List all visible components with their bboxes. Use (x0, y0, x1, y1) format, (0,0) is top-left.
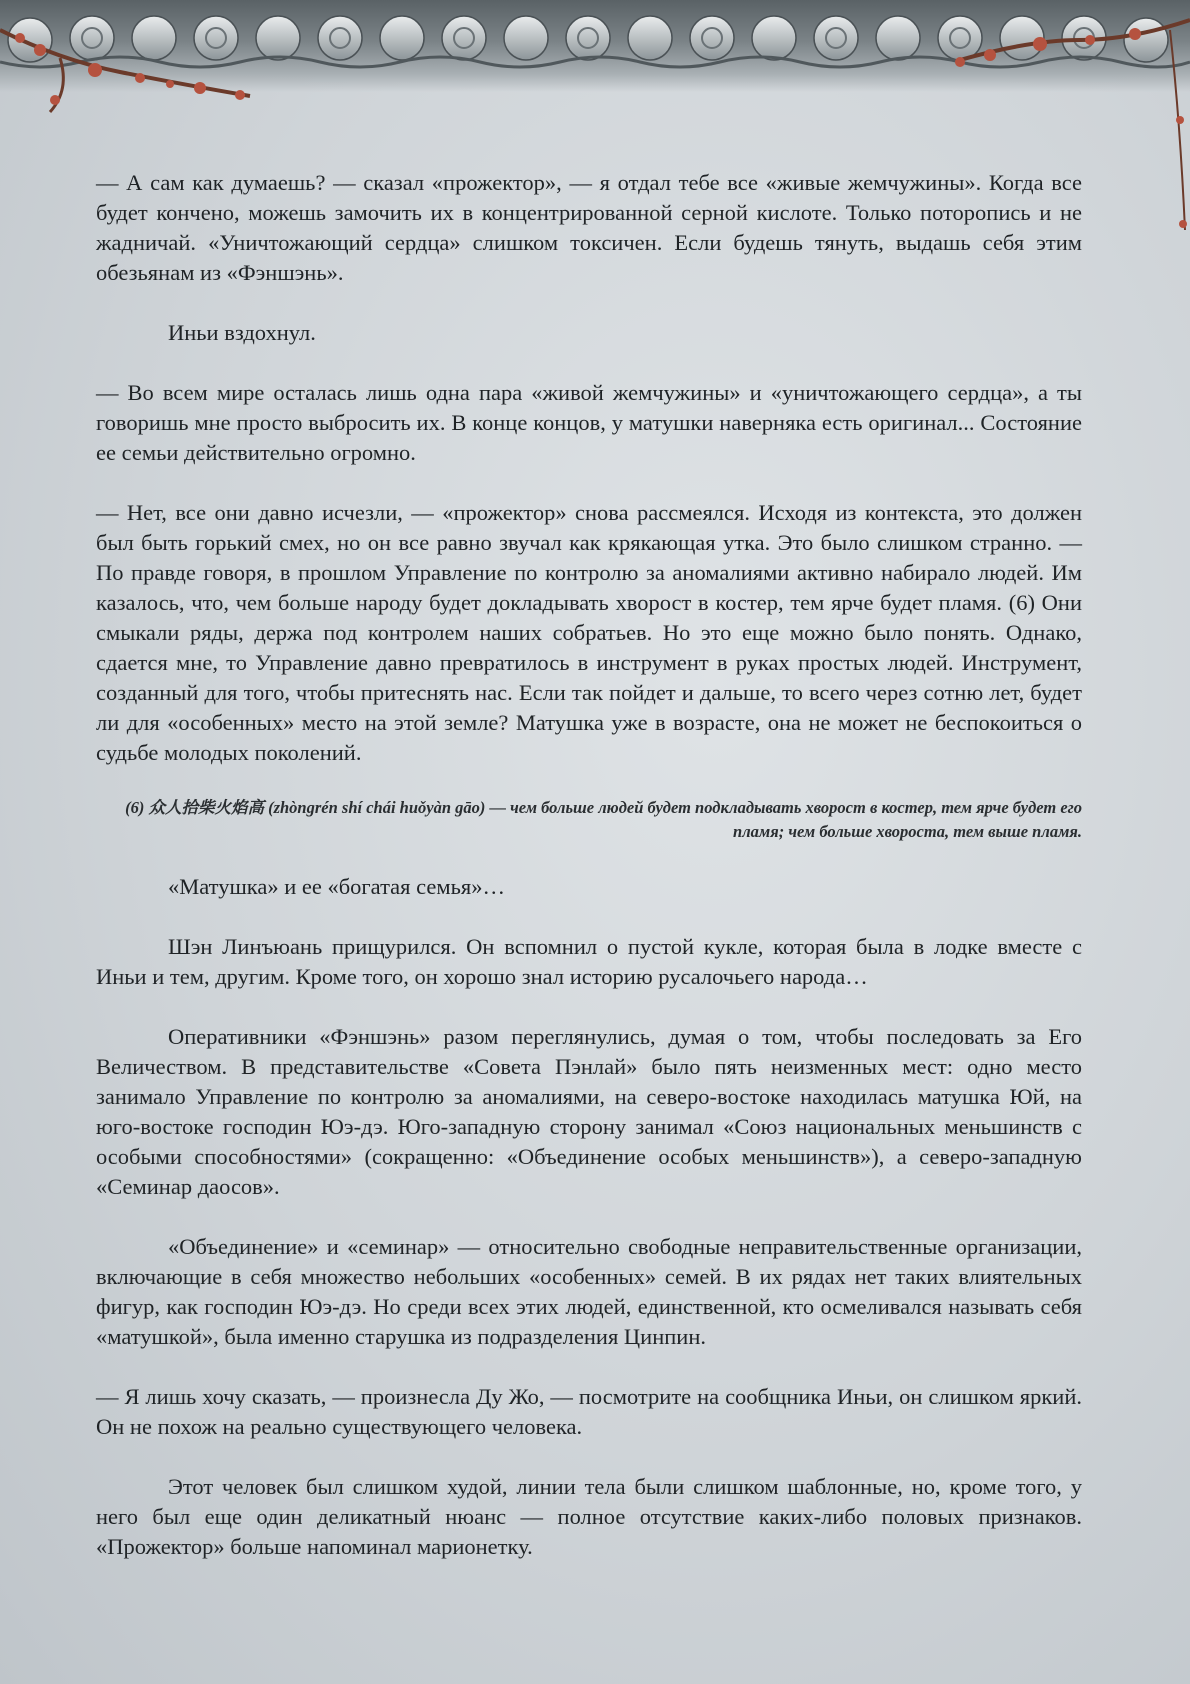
plum-branch-left-icon (0, 0, 320, 130)
paragraph-5: «Матушка» и ее «богатая семья»… (168, 874, 505, 899)
paragraph-8: «Объединение» и «семинар» — относительно свободные неправительственные организации, включающие в себя множество небольших «особенных» семей. В их рядах нет таких влиятельных фигур, как господин Юэ-дэ. Но среди всех этих людей, единственной, кто осмеливался называть себя «матушкой», была именно старушка из подразделения Цинпин. (96, 1234, 1082, 1349)
paragraph-9: — Я лишь хочу сказать, — произнесла Ду Жо, — посмотрите на сообщника Иньи, он слишком яркий. Он не похож на реально существующего человека. (96, 1384, 1082, 1439)
paragraph-2: Иньи вздохнул. (168, 320, 316, 345)
paragraph-10: Этот человек был слишком худой, линии тела были слишком шаблонные, но, кроме того, у него был еще один деликатный нюанс — полное отсутствие каких-либо половых признаков. «Прожектор» больше напоминал марионетку. (96, 1474, 1082, 1559)
footnote: (6) 众人拾柴火焰高 (zhòngrén shí chái huǒyàn gāo) — чем больше людей будет подкладывать хворост в костер, тем ярче будет его пламя; чем больше хвороста, тем выше пламя. (125, 798, 1082, 841)
paragraph-3: — Во всем мире осталась лишь одна пара «живой жемчужины» и «уничтожающего сердца», а ты говоришь мне просто выбросить их. В конце концов, у матушки наверняка есть оригинал... Состояние ее семьи действительно огромно. (96, 380, 1082, 465)
paragraph-6: Шэн Линъюань прищурился. Он вспомнил о пустой кукле, которая была в лодке вместе с Иньи и тем, другим. Кроме того, он хорошо знал историю русалочьего народа… (96, 934, 1082, 989)
text-page (96, 168, 1082, 1592)
paragraph-1: — А сам как думаешь? — сказал «прожектор», — я отдал тебе все «живые жемчужины». Когда все будет кончено, можешь замочить их в концентрированной серной кислоте. Только поторопись и не жадничай. «Уничтожающий сердца» слишком токсичен. Если будешь тянуть, выдашь себя этим обезьянам из «Фэншэнь». (96, 170, 1082, 285)
roof-tiles-decoration (0, 0, 1190, 92)
paragraph-7: Оперативники «Фэншэнь» разом переглянулись, думая о том, чтобы последовать за Его Величеством. В представительстве «Совета Пэнлай» было пять неизменных мест: одно место занимало Управление по контролю за аномалиями, на северо-востоке находилась матушка Юй, на юго-востоке господин Юэ-дэ. Юго-западную сторону занимал «Союз национальных меньшинств с особыми способностями» (сокращенно: «Объединение особых меньшинств»), а северо-западную «Семинар даосов». (96, 1024, 1082, 1199)
paragraph-4: — Нет, все они давно исчезли, — «прожектор» снова рассмеялся. Исходя из контекста, это должен был быть горький смех, но он все равно звучал как крякающая утка. Это было слишком странно. — По правде говоря, в прошлом Управление по контролю за аномалиями активно набирало людей. Им казалось, что, чем больше народу будет докладывать хворост в костер, тем ярче будет пламя. (6) Они смыкали ряды, держа под контролем наших собратьев. Но это еще можно было понять. Однако, сдается мне, то Управление давно превратилось в инструмент в руках простых людей. Инструмент, созданный для того, чтобы притеснять нас. Если так пойдет и дальше, то всего через сотню лет, будет ли для «особенных» место на этой земле? Матушка уже в возрасте, она не может не беспокоиться о судьбе молодых поколений. (96, 500, 1082, 765)
